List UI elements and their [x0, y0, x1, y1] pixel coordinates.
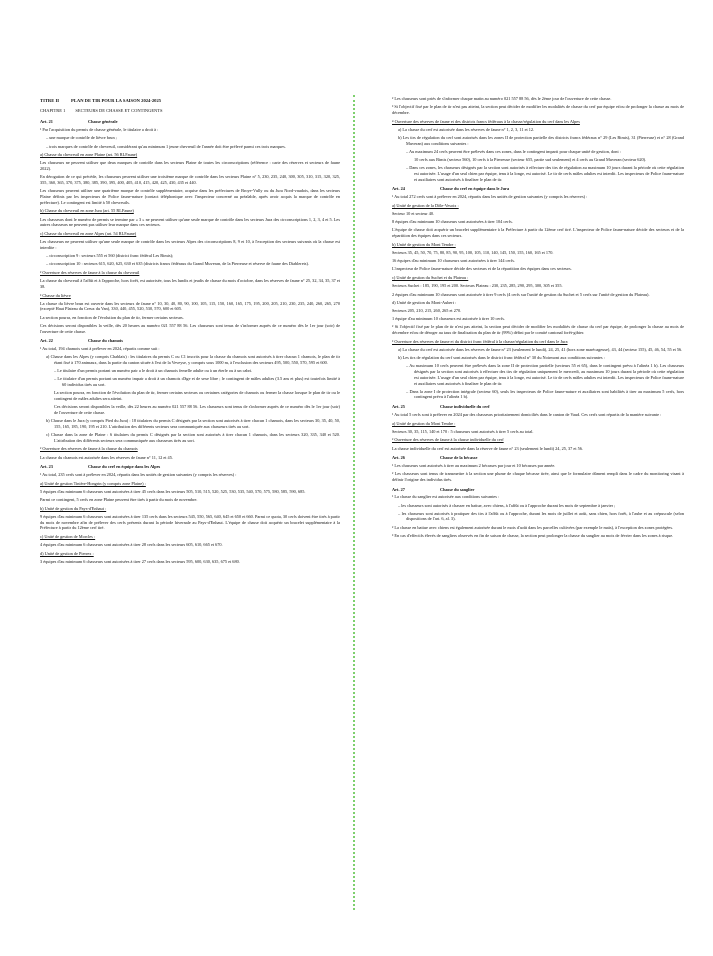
- paragraph: La section pourra, en fonction de l'évolution du plan de tir, fermer certains secteurs ou certaines catégories de chamois ou fermer la chasse lorsque le plan de tir ou le contingent de mâles adultes sera atteint.: [54, 390, 340, 401]
- article-22-heading: Art. 22 Chasse du chamois: [40, 338, 123, 344]
- paragraph: ³ Si l'objectif fixé par le plan de tir n'est pas atteint, la section peut décider de modifier les modalités de chasse du cerf par équipe et/ou de prolonger la chasse au mois de décembre.: [392, 104, 684, 115]
- subheading: b) Unité de gestion du Pays-d'Enhaut :: [40, 505, 107, 511]
- subheading: ³ Chasse du lièvre: [40, 292, 71, 298]
- article-26-heading: Art. 26 Chasse de la bécasse: [392, 455, 478, 461]
- paragraph: En dérogation de ce qui précède, les chasseurs peuvent utiliser une troisième marque de contrôle dans les secteurs Plaine n° 5, 230, 235, 240, 300, 305, 310, 315, 320, 325, 355, 360, 365, 370, 375, 380, 385, 390, 395, 400, 405, 410, 415, 420, 425, 430, 435 et 440.: [40, 174, 340, 186]
- subheading: d) Unité de gestion du Mont-Aubert :: [392, 299, 457, 305]
- paragraph: 8 équipes d'au minimum 10 chasseurs sont autorisées à tirer 104 cerfs.: [392, 219, 513, 225]
- paragraph: ² Les chasseurs sont tenus de transmettre à la section une plume de chaque bécasse tirée, ainsi que le formulaire dûment rempli dans le cadre du monitoring visant à définir l'origine des individus tirés.: [392, 471, 684, 482]
- subheading: d) Unité de gestion de Pierrex :: [40, 550, 94, 556]
- list-item: – Au maximum 24 cerfs peuvent être prélevés dans ces zones, dans le contingent imparti pour chaque unité de gestion, dont :: [406, 148, 621, 154]
- list-item: – circonscription 9 : secteurs 555 et 560 (district franc fédéral Les Bimis);: [46, 253, 174, 259]
- subheading: b) Chasse du chevreuil en zone Jura (art. 55 RLFaune): [40, 208, 134, 214]
- paragraph: ¹ La chasse du sanglier est autorisée aux conditions suivantes :: [392, 494, 500, 500]
- paragraph: Les chasseurs ne peuvent utiliser que deux marques de contrôle dans les secteurs Plaine de toutes les circonscriptions (référence : carte des réserves et secteurs de faune 2022).: [40, 160, 340, 172]
- paragraph: ¹ Au total 5 cerfs sont à prélever en 2024 par des chasseurs prioritairement domiciliés dans le canton de Vaud. Ces cerfs sont répartis de la manière suivante :: [392, 411, 662, 417]
- right-column: [392, 96, 684, 541]
- list-item: – Le titulaire d'un permis portant un numéro pair a le droit à un chamois femelle adulte ou à un éterle ou à un cabri.: [54, 368, 253, 374]
- subheading: a) Unité de gestion du Mont Tendre :: [392, 420, 456, 426]
- article-27-heading: Art. 27 Chasse du sanglier: [392, 486, 475, 492]
- paragraph: Secteurs Suchet : 185, 190, 195 et 200. Secteurs Plateau : 230, 235, 285, 290, 295, 300, 305 et 355.: [392, 283, 563, 289]
- paragraph: La section pourra, en fonction de l'évolution du plan de tir, fermer certains secteurs.: [40, 314, 184, 320]
- list-item: – Dans ces zones, les chasseurs désignés par la section sont autorisés à effectuer des tirs de régulation au maximum 10 jours durant la période où cette régulation est autorisée. L'usage d'un seul chien par équipe, tenu à la longe, est autorisé. Le tir de cerfs mâles adultes est interdit. Les inspecteurs de Police faune-nature et auxiliaires sont autorisés à finaliser le plan de tir.: [406, 165, 684, 182]
- subheading: ⁴ Ouverture des réserves de faune et des districts francs fédéraux à la chasse/régulation du cerf dans les Alpes: [392, 118, 580, 124]
- article-23-heading: Art. 23 Chasse du cerf en équipe dans les Alpes: [40, 464, 161, 470]
- paragraph: 2 équipes d'au minimum 10 chasseurs sont autorisée à tirer 9 cerfs (4 cerfs sur l'unité de gestion du Suchet et 5 cerfs sur l'unité de gestion du Plateau).: [392, 291, 650, 297]
- list-item: a) La chasse du cerf est autorisée dans les réserves de faune n° 1, 2, 3, 11 et 12.: [398, 126, 535, 132]
- paragraph: Les chasseurs ne peuvent utiliser qu'une seule marque de contrôle dans les secteurs Alpes des circonscriptions 8, 9 et 10, à l'exception des secteurs suivants où la chasse est interdite :: [40, 239, 340, 250]
- list-item: c) Chasse dans la zone de Plaine : 6 titulaires du permis C désignés par la section sont autorisés à tirer chacun 1 chamois, dans les secteurs 320, 335, 340 et 520. L'attribution des différents secteurs sera communiquée aux chasseurs tirés au sort.: [46, 431, 340, 443]
- paragraph: 16 équipes d'au minimum 10 chasseurs sont autorisées à tirer 144 cerfs.: [392, 258, 515, 264]
- paragraph: ¹ Au total 272 cerfs sont à prélever en 2024, répartis dans les unités de gestion suivantes (y compris les réserves) :: [392, 194, 588, 200]
- paragraph: Ces décisions seront disponibles la veille, dès 22 heures au numéro 021 557 88 56. Les chasseurs sont tenus de s'informer auprès de ce numéro dès le 1er jour (soir) de l'ouverture de cette chasse.: [54, 404, 340, 415]
- column-divider: [353, 95, 355, 910]
- paragraph: Secteurs 35, 45, 50, 70, 75, 80, 85, 90, 95, 100, 105, 110, 140, 145, 150, 155, 160, 165 et 170.: [392, 250, 554, 256]
- subheading: ² Ouverture des réserves de faune à la chasse individuelle du cerf: [392, 437, 504, 443]
- paragraph: ³ En cas d'effectifs élevés de sangliers observés en fin de saison de chasse, la section peut prolonger la chasse du sanglier au mois de février dans les zones à risque.: [392, 532, 674, 538]
- paragraph: 3 équipes d'au minimum 6 chasseurs sont autorisées à tirer 27 cerfs dans les secteurs 595, 600, 630, 635, 675 et 680.: [40, 559, 240, 565]
- paragraph: La chasse du chevreuil à l'affût et à l'approche, hors forêt, est autorisée, tous les lundis et jeudis de chasse du mois d'octobre, dans les réserves de faune n° 25, 32, 34, 35, 37 et 38.: [40, 278, 340, 289]
- list-item: a) La chasse du cerf est autorisée dans les réserves de faune n° 23 (seulement le lundi), 24, 25, 41 (hors zone marécageuse), 43, 44 (secteur 155), 45, 46, 54, 55 et 56.: [398, 347, 683, 352]
- paragraph: ² Si l'objectif fixé par le plan de tir n'est pas atteint, la section peut décider de modifier les modalités de chasse du cerf par équipe, de prolonger la chasse au mois de décembre et/ou de déroger au taux de finalisation du plan de tir (99%) défini par le comité cantonal forêt-gibier.: [392, 324, 684, 336]
- paragraph: 1 équipe d'au minimum 10 chasseurs est autorisée à tirer 10 cerfs.: [392, 316, 505, 322]
- left-column: [40, 98, 340, 567]
- paragraph: ² La chasse en battue avec chiens est également autorisée durant le mois d'août dans les parcelles cultivées (par exemple le maïs), à l'exception des zones protégées.: [392, 524, 674, 530]
- list-item: b) Les tirs de régulation du cerf sont autorisés dans les zones II de protection partielle des districts francs fédéraux n° 29 (Les Bimis), 31 (Pierreuse) et n° 28 (Grand Muveran) aux conditions suivantes :: [398, 135, 684, 146]
- paragraph: La chasse du lièvre brun est ouverte dans les secteurs de faune n° 10, 30, 40, 80, 90, 100, 105, 115, 150, 160, 165, 175, 195, 200, 205, 210, 230, 235, 240, 260, 265, 270 (excepté Haut Plateau du Creux du Van), 330, 440, 455, 520, 530, 570, 600 et 605.: [40, 300, 340, 312]
- subheading: c) Unité de gestion du Suchet et du Plateau :: [392, 275, 469, 281]
- subheading: a) Unité de gestion de la Dôle-Vesoix :: [392, 202, 459, 208]
- list-item: – circonscription 10 : secteurs 615, 620, 625, 630 et 635 (districts francs fédéraux du Grand Muveran, de la Pierreuse et réserve de faune des Diablerets).: [46, 261, 309, 267]
- paragraph: La chasse individuelle du cerf est autorisée dans la réserve de faune n° 23 (seulement le lundi) 24, 25, 37 et 56.: [392, 445, 583, 451]
- paragraph: 4 équipes d'au minimum 6 chasseurs sont autorisées à tirer 28 cerfs dans les secteurs 605, 610, 665 et 670.: [40, 542, 223, 548]
- paragraph: 10 cerfs aux Bimis (secteur 560), 10 cerfs à la Pierreuse (secteur 655, partie sud seulement) et 4 cerfs au Grand Muveran (secteur 620).: [414, 157, 647, 163]
- paragraph: ² Les chasseurs sont priés de s'informer chaque matin au numéro 021 557 88 56, dès le 2ème jour de l'ouverture de cette chasse.: [392, 96, 612, 101]
- list-item: – une marque de contrôle de lièvre brun ;: [46, 135, 117, 141]
- paragraph: Secteurs 30, 35, 115, 140 et 170 : 5 chasseurs sont autorisés à tirer 5 cerfs au total.: [392, 428, 534, 434]
- list-item: – les chasseurs sont autorisés à pratiquer des tirs à l'affût ou à l'approche, durant les mois de juillet et août, sans chien, hors forêt, à l'aube et au crépuscule (selon dispositions de l'art. 6, al. 3).: [398, 510, 684, 522]
- paragraph: Secteur 10 et secteur 40.: [392, 211, 435, 217]
- paragraph: ¹ Les chasseurs sont autorisés à tirer au maximum 2 bécasses par jour et 10 bécasses par année.: [392, 463, 556, 469]
- list-item: b) Les tirs de régulation du cerf sont autorisés dans le district franc fédéral n° 30 du Noirmont aux conditions suivantes :: [398, 355, 605, 361]
- paragraph: Ces décisions seront disponibles la veille, dès 20 heures au numéro 021 557 88 56. Les chasseurs sont tenus de s'informer auprès de ce numéro dès le 1er jour (soir) de l'ouverture de cette chasse.: [40, 322, 340, 334]
- paragraph: 9 équipes d'au minimum 6 chasseurs sont autorisées à tirer 135 cerfs dans les secteurs 545, 550, 565, 640, 645 et 650 et 660. Parmi ce quota, 30 cerfs doivent être tirés à partir du mois de novembre afin de prélever des cerfs présents durant la période hivernale au Pays-d'Enhaut. L'équipe de chasse doit acquérir un bracelet supplémentaire à la Préfecture à partir du 12ème cerf tiré.: [40, 513, 340, 531]
- paragraph: ¹ Par l'acquisition du permis de chasse générale, le titulaire a droit à :: [40, 127, 159, 133]
- subheading: a) Chasse du chevreuil en zone Plaine (art. 56 RLFaune): [40, 152, 138, 158]
- paragraph: Parmi ce contingent, 5 cerfs en zone Plaine peuvent être tirés à partir du mois de novembre.: [40, 497, 198, 503]
- article-21-heading: Art. 21 Chasse générale: [40, 119, 118, 125]
- subheading: a) Unité de gestion Tinière-Hongrin (y compris zone Plaine) :: [40, 480, 146, 486]
- list-item: – les chasseurs sont autorisés à chasser en battue, avec chiens, à l'affût ou à l'approche durant les mois de septembre à janvier ;: [398, 502, 616, 508]
- paragraph: ¹ Au total, 194 chamois sont à prélever en 2024, répartis comme suit :: [40, 346, 160, 351]
- paragraph: 5 équipes d'au minimum 6 chasseurs sont autorisées à tirer 45 cerfs dans les secteurs 505, 510, 515, 520, 525, 530, 535, 540, 570, 575, 580, 585, 590, 685.: [40, 488, 306, 494]
- subheading: b) Unité de gestion du Mont Tendre :: [392, 241, 456, 247]
- subheading: c) Unité de gestion de Morcles :: [40, 534, 96, 540]
- list-item: – Au maximum 10 cerfs peuvent être prélevés dans la zone II de protection partielle (secteurs 55 et 65), dans le contingent prévu à l'alinéa 1 b). Les chasseurs désignés par la section sont autorisés à effectuer des tirs de régulation uniquement le mercredi, au maximum 10 jours durant la période où cette régulation est autorisée. L'usage d'un seul chien par équipe, tenu à la longe, est autorisé. Le tir de cerfs mâles adultes est interdit. Les inspecteurs de Police faune-nature et auxiliaires sont autorisés à finaliser le plan de tir.: [406, 363, 684, 386]
- list-item: b) Chasse dans le Jura (y compris Pied du Jura) : 18 titulaires du permis C désignés par la section sont autorisés à tirer chacun 1 chamois, dans les secteurs 30, 35, 40, 50, 155, 165, 185, 190, 195 et 210. L'attribution des différents secteurs sera communiquée aux chasseurs tirés au sort.: [46, 418, 340, 429]
- paragraph: L'inspecteur de Police faune-nature décide des secteurs et de la répartition des équipes dans ces secteurs.: [392, 266, 572, 272]
- list-item: – trois marques de contrôle de chevreuil, considérant qu'au minimum 1 jeune chevreuil de l'année doit être prélevé parmi ces trois marques.: [46, 143, 286, 149]
- page-title: TITRE II PLAN DE TIR POUR LA SAISON 2024-2025: [40, 98, 162, 103]
- paragraph: Les chasseurs dont le numéro de permis se termine par « 3 » ne peuvent utiliser qu'une seule marque de contrôle dans les secteurs Jura des circonscriptions 1, 2, 3, 4 et 5. Les autres chasseurs ne peuvent pas utiliser leur marque dans ces secteurs.: [40, 216, 340, 228]
- subheading: ² Ouverture des réserves de faune à la chasse du chevreuil: [40, 269, 140, 275]
- list-item: – Le titulaire d'un permis portant un numéro impair a droit à un chamois d'âge et de sexe libre ; le contingent de mâles adultes (3.5 ans et plus) est toutefois limité à 60 individus tirés au sort.: [54, 376, 340, 388]
- paragraph: Les chasseurs peuvent utiliser une quatrième marque de contrôle supplémentaire, acquise dans les préfectures de Broye-Vully ou du Jura Nord-vaudois, dans les secteurs Plaine définis par les inspecteurs de Police faune-nature (contact téléphonique avec l'inspecteur concerné au préalable, après avoir acquis la marque de contrôle en préfecture). Le contingent est limité à 50 chevreuils.: [40, 188, 340, 205]
- paragraph: La chasse du chamois est autorisée dans les réserves de faune n° 11, 12 et 45.: [40, 454, 173, 460]
- paragraph: ¹ Au total, 235 cerfs sont à prélever en 2024, répartis dans les unités de gestion suivantes (y compris les réserves) :: [40, 471, 237, 477]
- chapter-heading: CHAPITRE 1 SECTEURS DE CHASSE ET CONTINGENTS: [40, 107, 163, 113]
- paragraph: Secteurs 205, 210, 215, 260, 265 et 270.: [392, 307, 462, 313]
- list-item: – Dans la zone I de protection intégrale (secteur 60), seuls les inspecteurs de Police faune-nature et auxiliaires sont habilités à tirer au maximum 5 cerfs, hors contingent prévu à l'alinéa 1 b).: [406, 388, 684, 400]
- article-25-heading: Art. 25 Chasse individuelle du cerf: [392, 404, 490, 410]
- list-item: a) Chasse dans les Alpes (y compris Chablais) : les titulaires du permis C ou C1 inscrits pour la chasse du chamois sont autorisés à tirer chacun 1 chamois, le plan de tir étant fixé à 170 animaux, dans la partie du canton située à l'est de la Veveyse, y compris sous 1000 m, à l'exclusion des secteurs 495, 500, 550, 570, 595 et 600.: [46, 354, 340, 365]
- article-24-heading: Art. 24 Chasse du cerf en équipe dans le Jura: [392, 186, 510, 192]
- subheading: ² Ouverture des réserves de faune à la chasse du chamois: [40, 446, 138, 452]
- subheading: ³ Ouverture des réserves de faune et du district franc fédéral à la chasse/régulation du cerf dans le Jura: [392, 338, 568, 344]
- subheading: c) Chasse du chevreuil en zone Alpes (art. 54 RLFaune): [40, 230, 137, 236]
- paragraph: L'équipe de chasse doit acquérir un bracelet supplémentaire à la Préfecture à partir du 12ème cerf tiré. L'inspecteur de Police faune-nature décide des secteurs et de la répartition des équipes dans ces secteurs.: [392, 227, 684, 239]
